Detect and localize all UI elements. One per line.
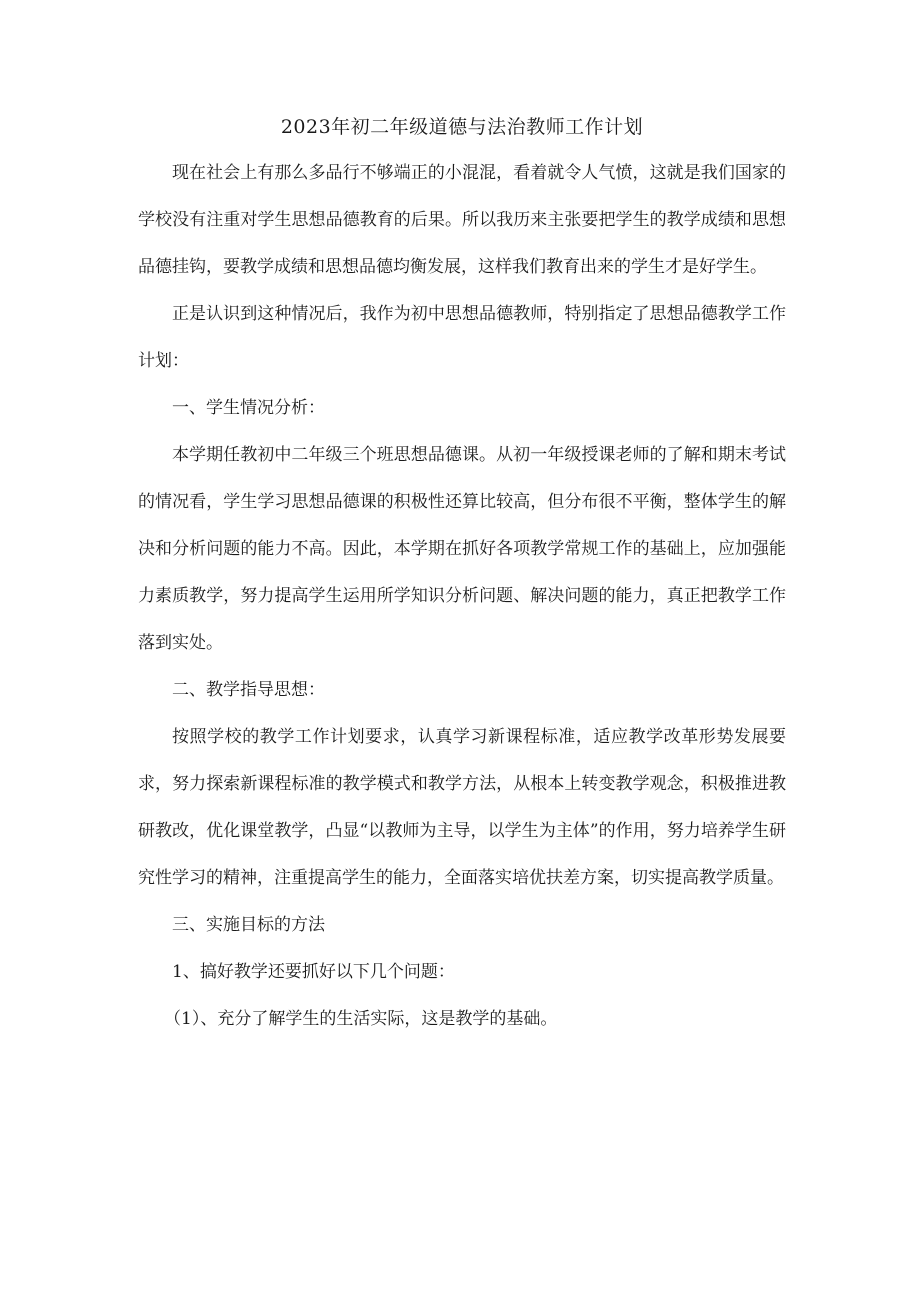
paragraph-intro: 现在社会上有那么多品行不够端正的小混混，看着就令人气愤，这就是我们国家的学校没有注重对学生思想品德教育的后果。所以我历来主张要把学生的教学成绩和思想品德挂钩，要教学成绩和思想品德均衡发展，这样我们教育出来的学生才是好学生。 <box>138 163 786 277</box>
section-heading-guiding-thought: 二、教学指导思想： <box>172 680 325 700</box>
list-item-understand-students: （1）、充分了解学生的生活实际，这是教学的基础。 <box>164 1009 558 1029</box>
document-page <box>138 112 786 1043</box>
paragraph-guiding-thought: 按照学校的教学工作计划要求，认真学习新课程标准，适应教学改革形势发展要求，努力探索新课程标准的教学模式和教学方法，从根本上转变教学观念，积极推进教研教改，优化课堂教学，凸显“以教师为主导，以学生为主体”的作用，努力培养学生研究性学习的精神，注重提高学生的能力，全面落实培优扶差方案，切实提高教学质量。 <box>138 727 786 888</box>
section-heading-student-analysis: 一、学生情况分析： <box>172 398 325 418</box>
paragraph-student-analysis: 本学期任教初中二年级三个班思想品德课。从初一年级授课老师的了解和期末考试的情况看，学生学习思想品德课的积极性还算比较高，但分布很不平衡，整体学生的解决和分析问题的能力不高。因此，本学期在抓好各项教学常规工作的基础上，应加强能力素质教学，努力提高学生运用所学知识分析问题、解决问题的能力，真正把教学工作落到实处。 <box>138 445 786 653</box>
subsection-heading-teaching-issues: 1、搞好教学还要抓好以下几个问题： <box>172 962 455 982</box>
section-heading-methods: 三、实施目标的方法 <box>172 915 325 935</box>
document-title: 2023年初二年级道德与法治教师工作计划 <box>280 116 644 138</box>
paragraph-plan-statement: 正是认识到这种情况后，我作为初中思想品德教师，特别指定了思想品德教学工作计划： <box>138 304 786 371</box>
